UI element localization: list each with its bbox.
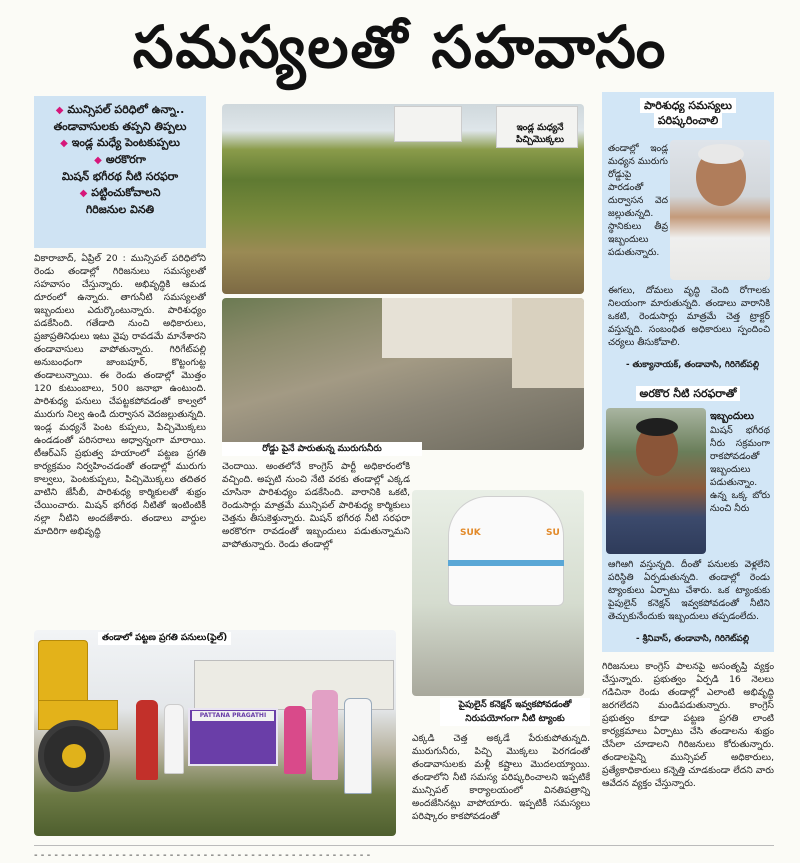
photo1-caption: ఇండ్ల మధ్యనే పిచ్చిమొక్కలు bbox=[516, 123, 564, 145]
quote-paragraph: ఆగిఆగి వస్తున్నది. దీంతో పనులకు వెళ్లలేని పరిస్థితి ఏర్పడుతున్నది. తండాల్లో రెండు ట్యాంకులు ఏర్పాటు చేశారు. ఒక ట్యాంకుకు పైపులైన్ కనెక్షన్ ఇవ్వకపోవడంతో నీటిని తెచ్చుకునేందుకు ఇబ్బందులు తప్పడంలేదు. bbox=[608, 559, 770, 622]
banner-text: PATTANA PRAGATHI bbox=[199, 712, 267, 719]
photo-tukyanayak bbox=[670, 140, 770, 280]
photo2-caption: రోడ్డు పైనే పారుతున్న మురుగునీరు bbox=[222, 442, 422, 456]
highlight-text: ఇండ్ల మధ్యే పెంటకుప్పలు bbox=[71, 136, 180, 149]
highlight-item bbox=[38, 203, 202, 216]
highlight-text: తండావాసులకు తప్పని తిప్పలు bbox=[53, 120, 187, 133]
quote-paragraph: ఈగలు, దోమలు వృద్ధి చెంది రోగాలకు నిలయంగా మారుతున్నది. తండాలు వారానికి ఒకటి, రెండుసార్లు మాత్రమే చెత్త ట్రాక్టర్ వస్తున్నది. సంబంధిత అధికారులు స్పందించి చర్యలు తీసుకోవాలి. bbox=[608, 285, 770, 348]
person bbox=[136, 700, 158, 780]
article-paragraph: చెందాయి. అంతలోనే కాంగ్రెస్ పార్టీ అధికారంలోకి వచ్చింది. అప్పటి నుంచి నేటి వరకు తండాల్లో ఎక్కడ చూసినా పారిశుధ్యం పడకేసింది. వారానికి ఒకటి, రెండుసార్లు మాత్రమే మున్సిపల్ పారిశుధ్య కార్మికులు చెత్తను తీసుకెళ్తున్నారు. మిషన్ భగీరథ నీటి సరఫరా అరకొరగా రావడంతో ఇబ్బందులు పడుతున్నామని వాపోతున్నారు. రెండు తండాల్లో bbox=[222, 461, 410, 550]
highlight-item bbox=[38, 136, 202, 150]
highlight-item bbox=[38, 186, 202, 200]
highlights-box bbox=[34, 96, 206, 248]
article-paragraph: ఎక్కడి చెత్త అక్కడే పేరుకుపోతున్నది. మురుగునీరు, పిచ్చి మొక్కలు పెరగడంతో తండావాసులకు మళ్లీ కష్టాలు మొదలయ్యాయి. తండాలోని నీటి సమస్య పరిష్కరించాలని ఇప్పటికే మున్సిపల్ కార్యాలయంలో వినతిపత్రాన్ని అందజేసినట్లు వాపోయారు. ఇప్పటికీ సమస్యలు పరిష్కారం కాకపోవడంతో bbox=[412, 733, 590, 822]
headline: సమస్యలతో సహవాసం bbox=[132, 13, 668, 81]
house-wall bbox=[382, 298, 512, 358]
photo3-caption-line2: నిరుపయోగంగా నీటి ట్యాంకు bbox=[440, 712, 590, 726]
highlight-item bbox=[38, 170, 202, 183]
diamond-bullet-icon: ◆ bbox=[55, 105, 64, 116]
tank-band bbox=[448, 560, 564, 566]
quote-paragraph: తండాల్లో ఇండ్ల మధ్యన మురుగు రోడ్డుపై పారడంతో దుర్వాసన వెద జల్లుతున్నది. స్థానికులు తీవ్ర ఇబ్బందులు పడుతున్నారు. bbox=[608, 143, 668, 258]
hair bbox=[636, 418, 678, 436]
signature-2: - శ్రీనివాస్, తండావాసి, గిరిగెట్‌పల్లి bbox=[636, 634, 750, 644]
highlight-text: పట్టించుకోవాలని bbox=[91, 186, 161, 199]
photo3-caption-line1: పైపులైన్ కనెక్షన్ ఇవ్వకపోవడంతో bbox=[440, 698, 590, 712]
article-paragraph: వికారాబాద్, ఏప్రిల్ 20 : మున్సిపల్ పరిధిలోని రెండు తండాల్లో గిరిజనులు సమస్యలతో సహవాసం చేస్తున్నారు. అభివృద్ధికి ఆమడ దూరంలో ఉన్నారు. తాగునీటి సమస్యలతో ఇబ్బందులు ఎదుర్కొంటున్నారు. పారిశుధ్యం పడకేసింది. గతేడాది నుంచి అధికారులు, ప్రజాప్రతినిధులు ఇటు వైపు రావడమే మానేశారని తండావాసులు వాపోతున్నారు. గిరిగేట్‌పల్లి అనుబంధంగా జాంబపూర్, కొట్టంగుట్ట తండాలున్నాయి. ఈ రెండు తండాల్లో మొత్తం 120 కుటుంబాలు, 500 జనాభా ఉంటుంది. పారిశుధ్య పనులు చేపట్టకపోవడంతో కాల్వలో మురుగు నిల్వ ఉండి దుర్వాసన వెదజల్లుతున్నది. ఇండ్ల మధ్యనే పెంట కుప్పలు, పిచ్చిమొక్కలు ఉండడంతో పరిసరాలు అధ్వాన్నంగా మారాయి. టీఆర్ఎస్ ప్రభుత్వ హయాంలో పట్టణ ప్రగతి కార్యక్రమం నిర్వహించడంతో తండాల్లో మురుగు కాల్వలు, పెంటకుప్పలు, పిచ్చిమొక్కలు తదితర వాటిని జేసీబీ, పారిశుధ్య కార్మికులతో శుభ్రం చేయించారు. మిషన్ భగీరథ నీటితో ఇంటింటికీ నల్లా నీటిని అందజేశారు. తండాలు వార్డుల మాదిరిగా అభివృద్ధి bbox=[34, 253, 206, 537]
person bbox=[344, 698, 372, 794]
article-column-3b bbox=[602, 660, 774, 838]
photo-srinivas bbox=[606, 408, 706, 554]
hair bbox=[698, 144, 744, 164]
highlight-text: అరకొరగా bbox=[105, 153, 146, 166]
highlight-item bbox=[38, 103, 202, 117]
article-column-1 bbox=[34, 252, 206, 622]
signature-1: - తుక్యానాయక్, తండావాసి, గిరిగెట్‌పల్లి bbox=[626, 360, 760, 370]
diamond-bullet-icon: ◆ bbox=[79, 188, 88, 199]
right-heading-2 bbox=[608, 386, 768, 401]
water-tank bbox=[448, 496, 564, 606]
quote2-narrow bbox=[710, 424, 770, 552]
right-heading-1 bbox=[608, 98, 768, 128]
highlight-text: మున్సిపల్ పరిధిలో ఉన్నా.. bbox=[67, 103, 185, 116]
page-divider bbox=[34, 845, 774, 846]
highlight-item bbox=[38, 153, 202, 167]
diamond-bullet-icon: ◆ bbox=[94, 155, 102, 166]
highlight-text: మిషన్ భగీరథ నీటి సరఫరా bbox=[61, 170, 179, 183]
person bbox=[284, 706, 306, 774]
photo-sewage-on-road bbox=[222, 298, 584, 450]
person bbox=[312, 690, 338, 780]
article-column-2 bbox=[222, 460, 410, 628]
next-article-strip: - - - - - - - - - - - - - - - - - - - - - - - - - - - - - - - - - - - - - - - - - - - - - - - - - - bbox=[34, 850, 371, 861]
article-column-2b bbox=[412, 732, 590, 838]
house-wall bbox=[394, 106, 462, 142]
heading-line: పారిశుధ్య సమస్యలు bbox=[640, 98, 736, 113]
jcb-wheel-hub bbox=[62, 744, 86, 768]
quote2-wide bbox=[608, 558, 770, 630]
person bbox=[164, 704, 184, 774]
heading-line: పరిష్కరించాలి bbox=[654, 113, 722, 128]
house-wall bbox=[512, 298, 584, 388]
photo4-caption: తండాలో పట్టణ ప్రగతి పనులు(ఫైల్) bbox=[98, 632, 231, 645]
tank-brand-label: SUK bbox=[460, 528, 481, 538]
quote1-wide bbox=[608, 284, 770, 356]
highlight-item bbox=[38, 120, 202, 133]
quote2-heading: ఇబ్బందులు bbox=[710, 411, 754, 422]
quote-paragraph: మిషన్ భగీరథ నీరు సక్రమంగా రాకపోవడంతో ఇబ్బందులు పడుతున్నాం. ఉన్న ఒక్క బోరు నుంచి నీరు bbox=[710, 425, 770, 514]
highlight-text: గిరిజనుల వినతి bbox=[85, 203, 155, 216]
tank-brand-label: SU bbox=[546, 528, 560, 538]
quote1-narrow bbox=[608, 142, 668, 282]
heading-line: అరకొర నీటి సరఫరాతో bbox=[636, 386, 741, 401]
diamond-bullet-icon: ◆ bbox=[60, 138, 68, 149]
article-paragraph: గిరిజనులు కాంగ్రెస్ పాలనపై అసంతృప్తి వ్యక్తం చేస్తున్నారు. ప్రభుత్వం ఏర్పడి 16 నెలలు గడిచినా రెండు తండాల్లో ఎలాంటి అభివృద్ధి జరగలేదని మండిపడుతున్నారు. కాంగ్రెస్ ప్రభుత్వం కూడా పట్టణ ప్రగతి లాంటి కార్యక్రమాలు ఏర్పాటు చేసి తండాలను శుభ్రం చేసేలా చూడాలని గిరిజనులు కోరుతున్నారు. తండాలపైన్ని మున్సిపల్ అధికారులు, ప్రత్యేకాధికారులు కన్నెత్తి చూడకుండా లేదని వారు ఆవేదన వ్యక్తం చేస్తున్నారు. bbox=[602, 661, 774, 789]
